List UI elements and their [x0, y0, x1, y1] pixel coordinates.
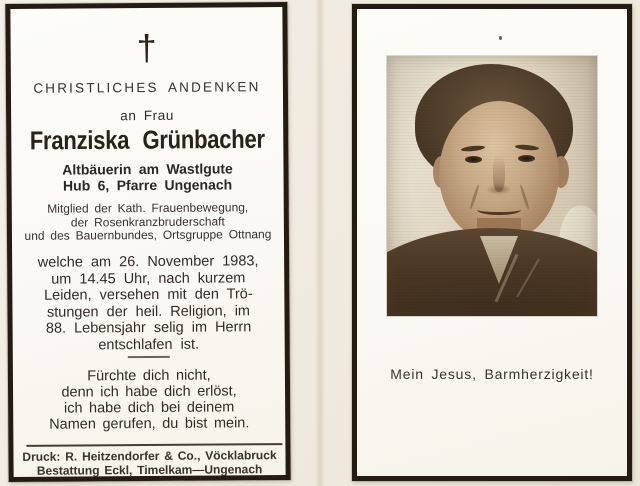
title-line: Hub 6, Pfarre Ungenach [62, 176, 233, 194]
title-line: Altbäuerin am Wastlgute [62, 160, 233, 178]
memorial-card-right-page [352, 4, 632, 481]
fold-crease [315, 0, 325, 486]
memorial-header: CHRISTLICHES ANDENKEN [33, 79, 261, 96]
printer-line: Bestattung Eckl, Timelkam—Ungenach [36, 461, 263, 478]
scripture-line: Fürchte dich nicht, [87, 367, 211, 385]
obituary-line: stungen der heil. Religion, im [46, 302, 251, 321]
obituary-block [12, 253, 285, 354]
obituary-line: welche am 26. November 1983, [37, 253, 259, 271]
cross-icon: † [136, 26, 157, 69]
membership-line: der Rosenkranzbruderschaft [70, 213, 225, 230]
scripture-quote [13, 367, 285, 433]
scan-speck [499, 36, 502, 40]
scripture-line: Namen gerufen, du bist mein. [49, 415, 250, 433]
obituary-line: um 14.45 Uhr, nach kurzem [51, 269, 246, 288]
printer-credits [13, 449, 285, 478]
scripture-line: denn ich habe dich erlöst, [61, 383, 237, 401]
salutation: an Frau [120, 107, 175, 124]
membership-block [12, 201, 284, 243]
deceased-titles [11, 160, 283, 194]
deceased-name: Franziska Grünbacher [29, 125, 265, 156]
printer-line: Druck: R. Heitzendorfer & Co., Vöcklabruck [22, 448, 277, 464]
portrait-photo [387, 56, 597, 316]
obituary-line: 88. Lebensjahr selig im Herrn [45, 319, 252, 337]
memorial-card-left-page [5, 2, 290, 482]
photo-caption: Mein Jesus, Barmherzigkeit! [390, 366, 594, 382]
obituary-line: entschlafen ist. [98, 336, 200, 353]
section-divider [128, 356, 170, 358]
footer-divider [26, 443, 282, 447]
membership-line: und des Bauernbundes, Ortsgruppe Ottnang [24, 227, 272, 243]
obituary-line: Leiden, versehen mit den Trö- [43, 286, 253, 304]
scripture-line: ich habe dich bei deinem [63, 399, 235, 417]
photo-vignette [387, 56, 597, 316]
membership-line: Mitglied der Kath. Frauenbewegung, [47, 200, 249, 216]
